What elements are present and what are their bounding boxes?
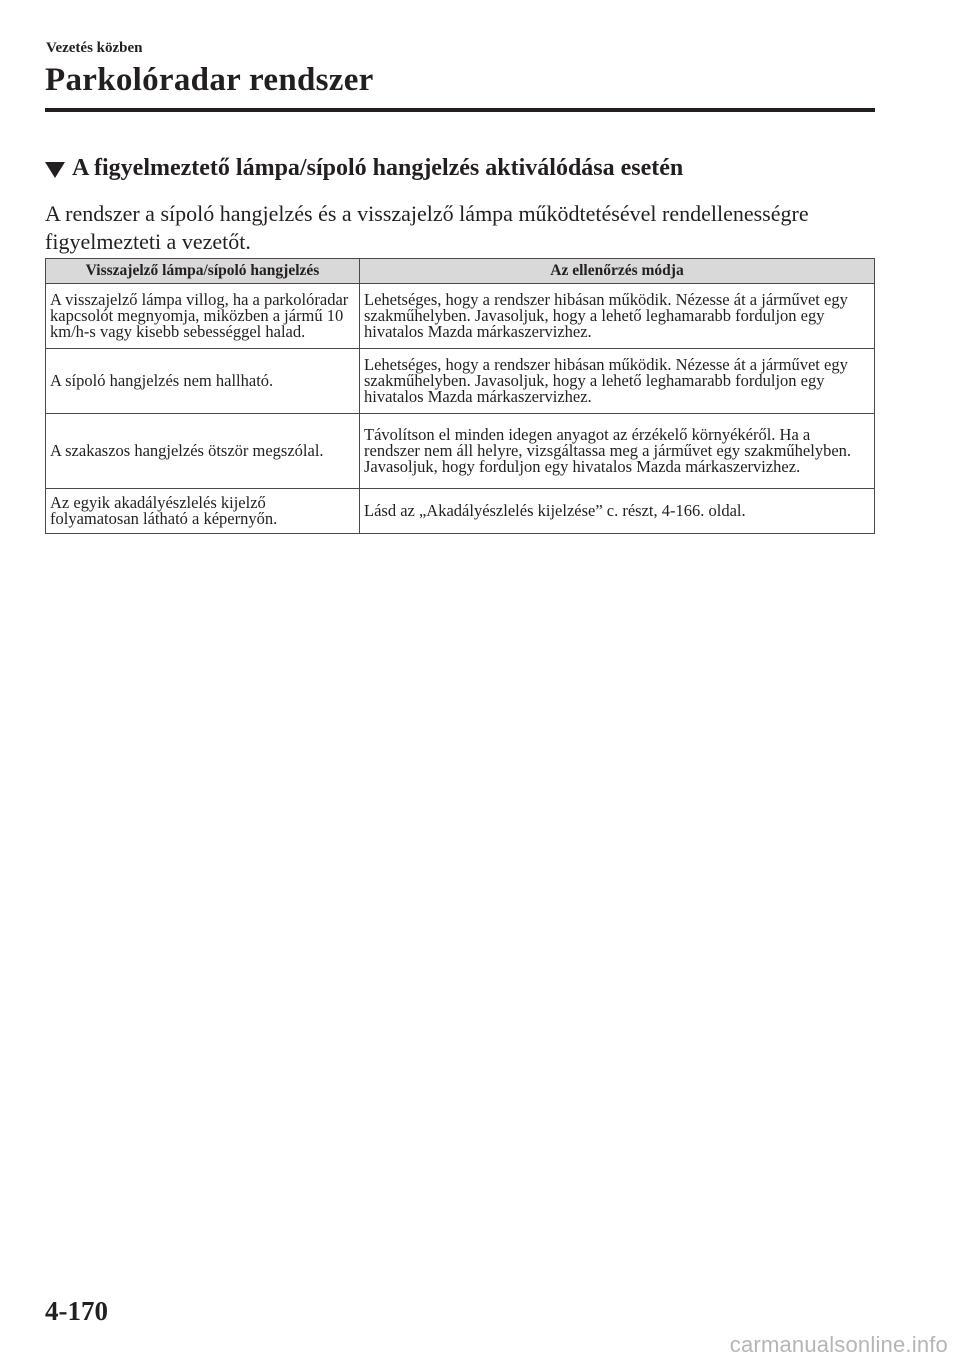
watermark: carmanualsonline.info (729, 1332, 948, 1357)
condition-cell: A visszajelző lámpa villog, ha a parkolóradar kapcsolót megnyomja, miközben a jármű 10 km/h-s vagy kisebb sebességgel halad. (46, 284, 360, 349)
table-row (46, 349, 875, 414)
triangle-bullet-icon (45, 162, 65, 178)
action-cell: Lásd az „Akadályészlelés kijelzése” c. részt, 4-166. oldal. (360, 489, 875, 534)
column-header-indicator: Visszajelző lámpa/sípoló hangjelzés (46, 259, 360, 284)
table-row (46, 284, 875, 349)
column-header-check-method: Az ellenőrzés módja (360, 259, 875, 284)
table-row (46, 414, 875, 489)
condition-cell: A sípoló hangjelzés nem hallható. (46, 349, 360, 414)
chapter-label: Vezetés közben (46, 40, 143, 56)
condition-cell: A szakaszos hangjelzés ötször megszólal. (46, 414, 360, 489)
section-heading-text: A figyelmeztető lámpa/sípoló hangjelzés aktiválódása esetén (72, 155, 684, 181)
section-heading (45, 155, 683, 182)
page-title: Parkolóradar rendszer (45, 62, 374, 98)
condition-cell: Az egyik akadályészlelés kijelző folyamatosan látható a képernyőn. (46, 489, 360, 534)
page-number: 4-170 (45, 1296, 108, 1326)
table-row (46, 489, 875, 534)
action-cell: Lehetséges, hogy a rendszer hibásan működik. Nézesse át a járművet egy szakműhelyben. Javasoljuk, hogy a lehető leghamarabb forduljon egy hivatalos Mazda márkaszervizhez. (360, 284, 875, 349)
action-cell: Lehetséges, hogy a rendszer hibásan működik. Nézesse át a járművet egy szakműhelyben. Javasoljuk, hogy a lehető leghamarabb forduljon egy hivatalos Mazda márkaszervizhez. (360, 349, 875, 414)
action-cell: Távolítson el minden idegen anyagot az érzékelő környékéről. Ha a rendszer nem áll helyre, vizsgáltassa meg a járművet egy szakműhelyben. Javasoljuk, hogy forduljon egy hivatalos Mazda márkaszervizhez. (360, 414, 875, 489)
check-table (45, 258, 875, 534)
intro-paragraph: A rendszer a sípoló hangjelzés és a visszajelző lámpa működtetésével rendellenességre figyelmezteti a vezetőt. (45, 201, 809, 254)
title-divider (45, 108, 875, 112)
table-header-row (46, 259, 875, 284)
